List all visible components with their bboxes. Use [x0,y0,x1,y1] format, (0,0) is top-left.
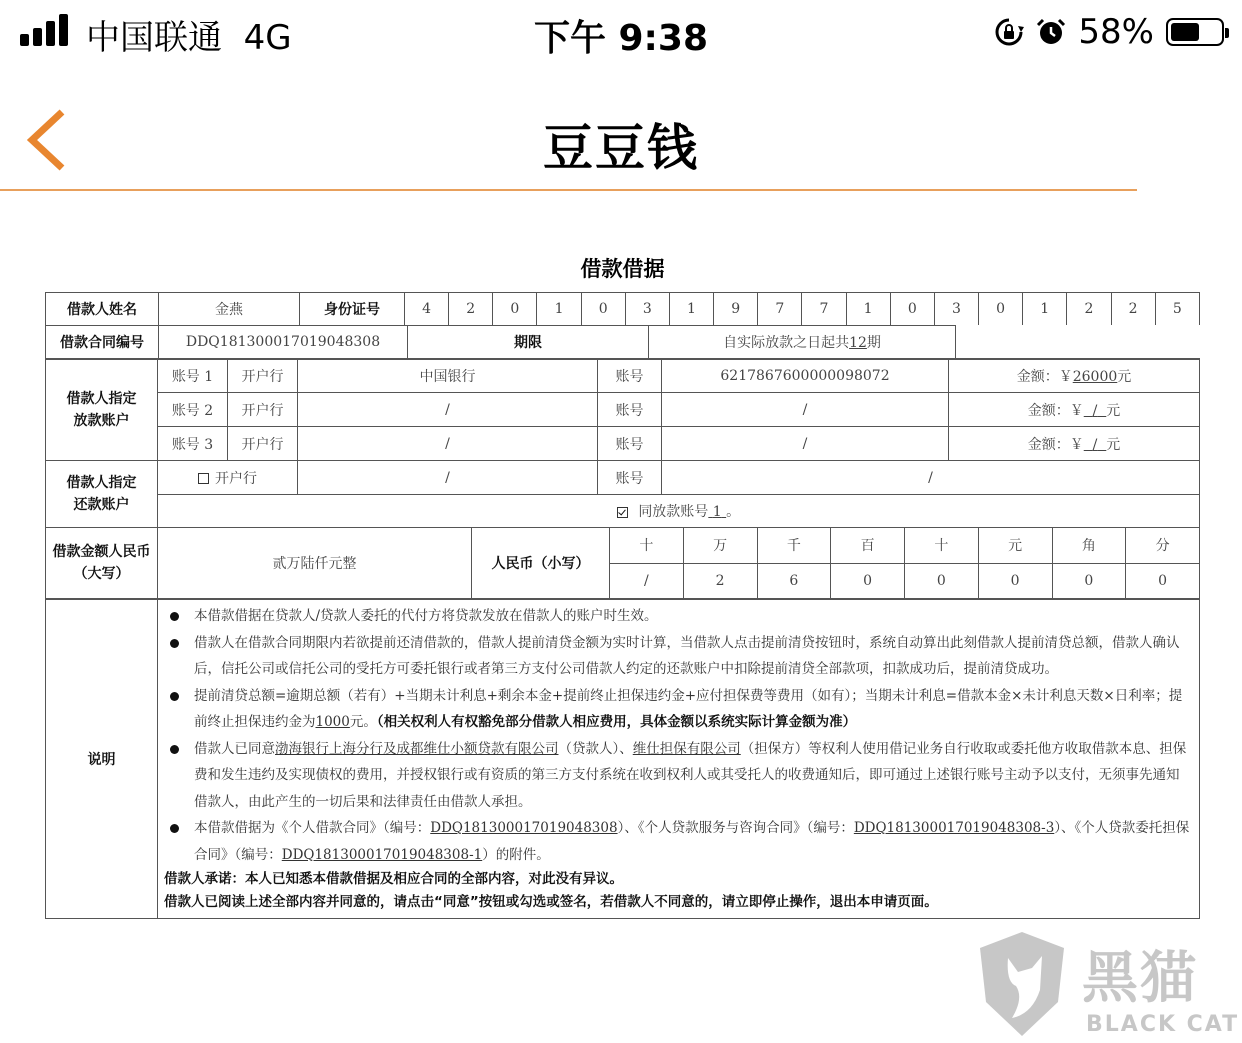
digit-value: 0 [831,563,905,599]
status-bar [0,0,1242,64]
id-digit: 3 [934,293,978,326]
digit-place-header: 万 [683,527,757,563]
contract-no-label: 借款合同编号 [46,325,159,359]
id-digit: 7 [758,293,802,326]
cat-shield-logo-icon [972,928,1072,1040]
notes-content [158,599,1200,919]
digit-value: / [610,563,684,599]
bank-label: 开户行 [228,359,298,393]
disburse-account-label: 借款人指定放款账户 [46,359,158,461]
repay-bank-option[interactable]: 开户行 [158,461,298,495]
id-digit: 3 [625,293,669,326]
contract-no-value: DDQ181300017019048308 [159,325,408,359]
id-digit: 4 [405,293,449,326]
repay-account-row [46,461,1200,495]
id-digit: 9 [714,293,758,326]
bank-value: / [298,393,598,427]
bullet-icon [170,692,179,701]
digit-place-header: 百 [831,527,905,563]
note-item: 借款人已同意渤海银行上海分行及成都维仕小额贷款有限公司（贷款人）、维仕担保有限公司（担保方）等权利人使用借记业务自行收取或委托他方收取借款本息、担保费和发生违约及实现债权的费用，并授权银行或有资质的第三方支付系统在收到权利人或其受托人的收费通知后，即可通过上述银行账号主动予以支付，无须事先通知借款人，由此产生的一切后果和法律责任由借款人承担。 [164,736,1191,816]
digit-place-header: 十 [905,527,979,563]
id-number-label: 身份证号 [300,293,405,326]
id-digit: 2 [1111,293,1155,326]
battery-icon [1166,18,1224,46]
repay-bank-checkbox[interactable] [198,473,209,484]
repay-same-row [46,495,1200,528]
amount-small-label: 人民币（小写） [472,527,610,599]
notes-label: 说明 [46,599,158,919]
carrier-name: 中国联通 4G [86,18,292,58]
alarm-icon [1036,17,1066,47]
bullet-icon [170,745,179,754]
id-digit: 0 [493,293,537,326]
term-value: 自实际放款之日起共12期 [649,325,956,359]
document-title: 借款借据 [580,257,665,281]
id-digit: 5 [1155,293,1199,326]
amount-table [45,527,1200,600]
amount-chinese: 贰万陆仟元整 [158,527,472,599]
account-amount: 金额：￥ / 元 [949,427,1200,461]
digit-value: 0 [1052,563,1126,599]
id-digit: 1 [537,293,581,326]
network-type: 4G [243,18,292,58]
same-account-checkbox[interactable] [617,507,628,518]
note-item: 借款人在借款合同期限内若欲提前还清借款的，借款人提前清贷金额为实时计算，当借款人点击提前清贷按钮时，系统自动算出此刻借款人提前清贷总额，借款人确认后，信托公司或信托公司的受托方可委托银行或者第三方支付公司借款人约定的还款账户中扣除提前清贷全部款项，扣款成功后，提前清贷成功。 [164,630,1191,683]
digit-place-header: 千 [757,527,831,563]
page-title: 豆豆钱 [543,119,699,177]
id-digit: 0 [581,293,625,326]
watermark-text-en: BLACK CAT [1086,1012,1240,1037]
account-number: 6217867600000098072 [662,359,949,393]
digit-place-header: 分 [1126,527,1200,563]
borrower-pledge: 借款人承诺：本人已知悉本借款借据及相应合同的全部内容，对此没有异议。 [164,871,623,887]
same-as-disburse-option[interactable]: 同放款账号 1 。 [158,495,1200,528]
id-digit: 0 [890,293,934,326]
disbursement-accounts-table [45,358,1200,528]
contract-table [45,325,1200,360]
account-amount: 金额：￥ / 元 [949,393,1200,427]
battery-percentage: 58% [1078,12,1154,52]
account-label: 账号 [598,359,662,393]
black-cat-watermark [972,928,1242,1043]
bank-value: / [298,427,598,461]
notes-table [45,598,1200,919]
digit-value: 0 [1126,563,1200,599]
loan-receipt-document [45,252,1200,919]
repay-bank-value: / [298,461,598,495]
borrower-name-label: 借款人姓名 [46,293,159,326]
id-digit: 0 [979,293,1023,326]
header-divider [0,189,1137,191]
note-item: 提前清贷总额=逾期总额（若有）+当期未计利息+剩余本金+提前终止担保违约金+应付担保费等费用（如有）；当期未计利息=借款本金×未计利息天数×日利率；提前终止担保违约金为1000元。（相关权利人有权豁免部分借款人相应费用，具体金额以系统实际计算金额为准） [164,683,1191,736]
id-digit: 1 [1023,293,1067,326]
digit-value: 6 [757,563,831,599]
repay-account-number: / [662,461,1200,495]
account-row [46,359,1200,393]
account-amount: 金额：￥26000元 [949,359,1200,393]
id-digit: 7 [802,293,846,326]
repay-account-label-cell: 账号 [598,461,662,495]
account-row [46,427,1200,461]
digit-value: 0 [978,563,1052,599]
borrower-consent: 借款人已阅读上述全部内容并同意的，请点击“同意”按钮或勾选或签名，若借款人不同意的，请立即停止操作，退出本申请页面。 [164,894,938,910]
account-row [46,393,1200,427]
amount-label: 借款金额人民币（大写） [46,527,158,599]
account-number: / [662,393,949,427]
account-name: 账号 1 [158,359,228,393]
blank-cell [956,325,1200,359]
bank-label: 开户行 [228,427,298,461]
watermark-text-cn: 黑猫 [1082,946,1198,1011]
id-digit: 2 [449,293,493,326]
repay-account-label: 借款人指定还款账户 [46,461,158,528]
digit-value: 0 [905,563,979,599]
rotation-lock-icon [994,17,1024,47]
id-digit: 2 [1067,293,1111,326]
bullet-icon [170,639,179,648]
note-item: 本借款借据为《个人借款合同》（编号：DDQ181300017019048308）、《个人贷款服务与咨询合同》（编号：DDQ181300017019048308-3）、《个人贷款委托担保合同》（编号：DDQ181300017019048308-1）的附件。 [164,815,1191,868]
account-name: 账号 2 [158,393,228,427]
id-digit: 1 [846,293,890,326]
bullet-icon [170,612,179,621]
borrower-info-table [45,292,1200,326]
account-name: 账号 3 [158,427,228,461]
navigation-bar [0,64,1242,190]
digit-place-header: 十 [610,527,684,563]
account-label: 账号 [598,427,662,461]
clock: 下午 9:38 [533,18,709,59]
digit-value: 2 [683,563,757,599]
bank-label: 开户行 [228,393,298,427]
bullet-icon [170,824,179,833]
digit-place-header: 角 [1052,527,1126,563]
term-label: 期限 [408,325,649,359]
note-item: 本借款借据在贷款人/贷款人委托的代付方将贷款发放在借款人的账户时生效。 [164,603,1191,630]
account-number: / [662,427,949,461]
borrower-name-value: 金燕 [159,293,300,326]
account-label: 账号 [598,393,662,427]
bank-value: 中国银行 [298,359,598,393]
id-digit: 1 [669,293,713,326]
digit-place-header: 元 [978,527,1052,563]
